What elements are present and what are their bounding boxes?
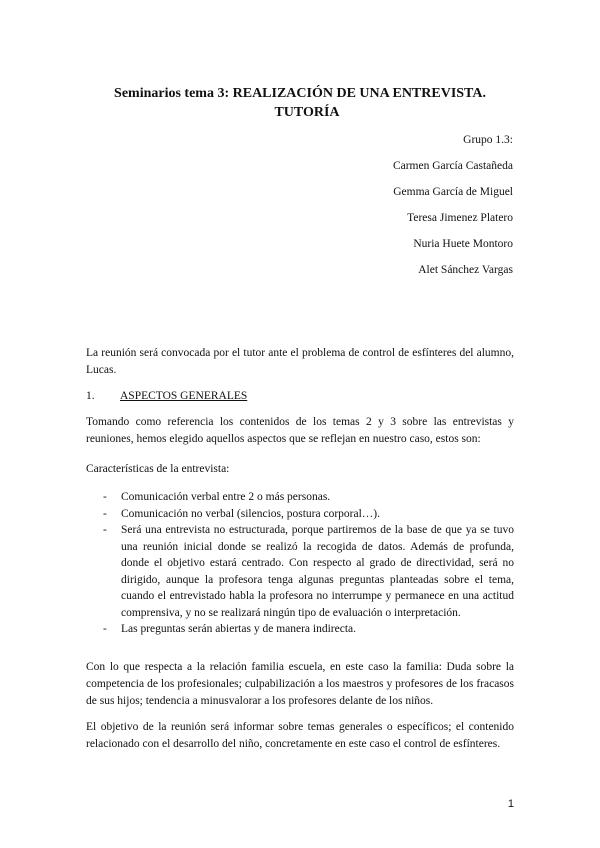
list-item (103, 506, 514, 523)
paragraph-objective: El objetivo de la reunión será informar sobre temas generales o específicos; el contenido relacionado con el desarrollo del niño, concretamente en este caso el control de esfínteres. (86, 721, 514, 750)
bullet-dash: - (103, 623, 107, 635)
section-heading (86, 389, 247, 403)
section-number: 1. (86, 390, 95, 402)
page-number: 1 (507, 798, 514, 810)
bullet-dash: - (103, 491, 107, 503)
characteristics-label: Características de la entrevista: (86, 463, 230, 475)
group-member: Carmen García Castañeda (392, 160, 513, 172)
group-member: Alet Sánchez Vargas (418, 264, 513, 276)
characteristics-list (103, 489, 514, 638)
group-member: Nuria Huete Montoro (413, 238, 513, 250)
group-member: Gemma García de Miguel (393, 186, 513, 198)
group-label: Grupo 1.3: (463, 134, 513, 146)
group-member: Teresa Jimenez Platero (407, 212, 513, 224)
list-item-text: Comunicación no verbal (silencios, postura corporal…). (121, 507, 380, 520)
list-item (103, 621, 514, 638)
paragraph-family-school: Con lo que respecta a la relación familia escuela, en este caso la familia: Duda sobre la competencia de los profesionales; culpabilización a los maestros y profesores de los fracasos de sus hijos; tendencia a minusvalorar a los profesores delante de los niños. (86, 661, 514, 707)
document-title-line2: TUTORÍA (274, 105, 340, 120)
list-item (103, 489, 514, 506)
list-item (103, 522, 514, 621)
list-item-text: Las preguntas serán abiertas y de manera indirecta. (121, 623, 357, 635)
section-title: ASPECTOS GENERALES (120, 390, 248, 402)
list-item-text: Será una entrevista no estructurada, porque partiremos de la base de que ya se tuvo una reunión inicial donde se realizó la recogida de datos. Además de profunda, donde el objetivo estará centrado. Con respecto al grado de directividad, será no dirigido, aunque la profesora tenga algunas preguntas planteadas sobre el tema, cuando el entrevistado habla la profesora no interrumpe y permanece en una actitud comprensiva, y no se realizará ningún tipo de evaluación o interpretación. (121, 524, 514, 619)
bullet-dash: - (103, 524, 107, 536)
bullet-dash: - (103, 507, 107, 520)
intro-paragraph: La reunión será convocada por el tutor ante el problema de control de esfínteres del alumno, Lucas. (86, 347, 514, 376)
paragraph-references: Tomando como referencia los contenidos de los temas 2 y 3 sobre las entrevistas y reuniones, hemos elegido aquellos aspectos que se reflejan en nuestro caso, estos son: (86, 416, 514, 445)
document-title-line1: Seminarios tema 3: REALIZACIÓN DE UNA ENTREVISTA. (114, 86, 486, 101)
list-item-text: Comunicación verbal entre 2 o más personas. (121, 491, 331, 503)
